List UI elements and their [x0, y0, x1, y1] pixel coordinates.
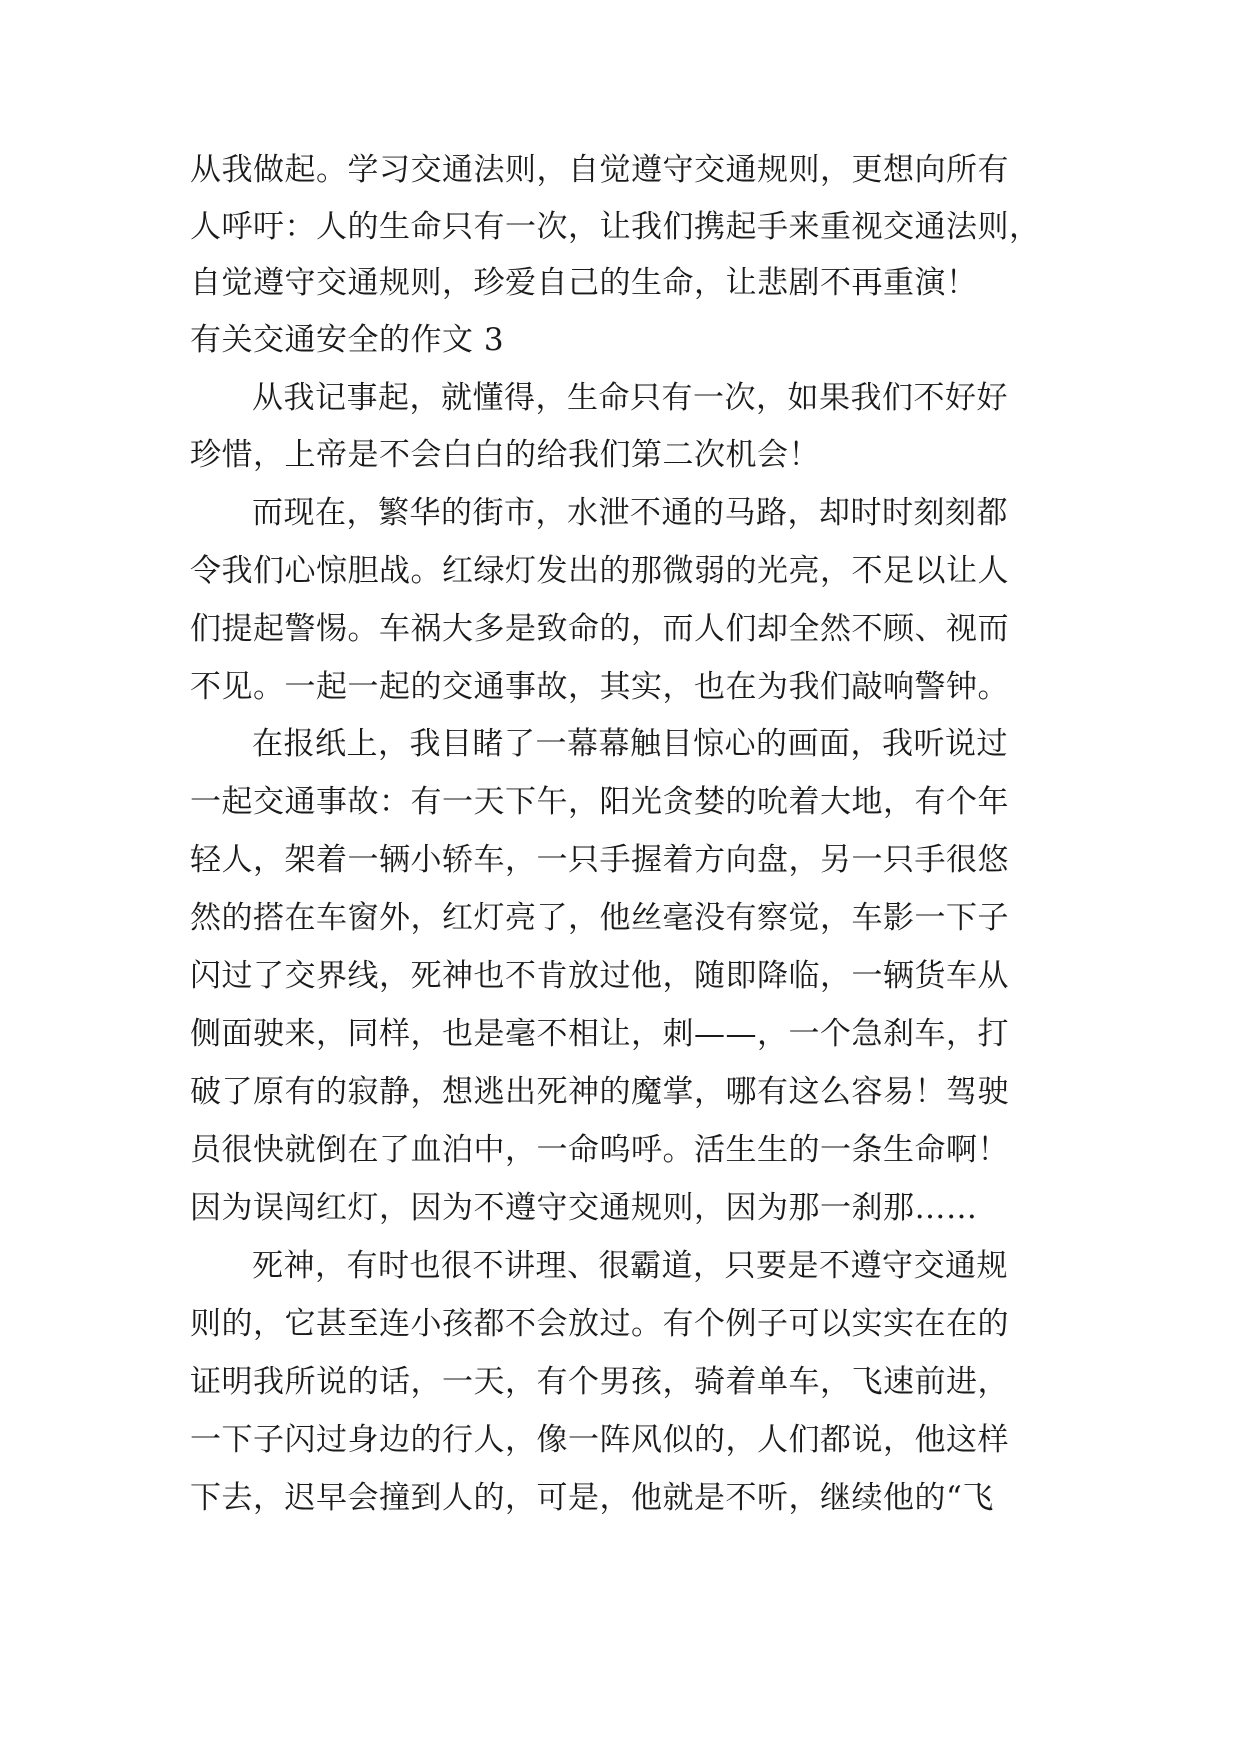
text-line: 则的，它甚至连小孩都不会放过。有个例子可以实实在在的 — [190, 1306, 1009, 1342]
text-line: 闪过了交界线，死神也不肯放过他，随即降临，一辆货车从 — [190, 958, 1009, 994]
text-line: 珍惜，上帝是不会白白的给我们第二次机会！ — [190, 437, 820, 473]
text-line: 证明我所说的话，一天，有个男孩，骑着单车，飞速前进， — [190, 1364, 1009, 1400]
text-line: 然的搭在车窗外，红灯亮了，他丝毫没有察觉，车影一下子 — [190, 900, 1009, 936]
text-line: 从我做起。学习交通法则，自觉遵守交通规则，更想向所有 — [190, 152, 1009, 188]
text-line: 不见。一起一起的交通事故，其实，也在为我们敲响警钟。 — [190, 669, 1009, 705]
text-line: 令我们心惊胆战。红绿灯发出的那微弱的光亮，不足以让人 — [190, 553, 1009, 589]
text-line: 下去，迟早会撞到人的，可是，他就是不听，继续他的“飞 — [190, 1480, 994, 1516]
text-line: 破了原有的寂静，想逃出死神的魔掌，哪有这么容易！驾驶 — [190, 1074, 1009, 1110]
text-line: 侧面驶来，同样，也是毫不相让，刺——，一个急刹车，打 — [190, 1016, 1009, 1052]
text-line: 死神，有时也很不讲理、很霸道，只要是不遵守交通规 — [252, 1248, 1008, 1284]
section-heading: 有关交通安全的作文 3 — [190, 322, 505, 358]
text-line: 而现在，繁华的街市，水泄不通的马路，却时时刻刻都 — [252, 495, 1008, 531]
text-line: 因为误闯红灯，因为不遵守交通规则，因为那一刹那…… — [190, 1190, 978, 1226]
text-line: 一下子闪过身边的行人，像一阵风似的，人们都说，他这样 — [190, 1422, 1009, 1458]
text-line: 从我记事起，就懂得，生命只有一次，如果我们不好好 — [252, 380, 1008, 416]
text-line: 们提起警惕。车祸大多是致命的，而人们却全然不顾、视而 — [190, 611, 1009, 647]
text-line: 自觉遵守交通规则，珍爱自己的生命，让悲剧不再重演！ — [190, 265, 978, 301]
text-line: 一起交通事故：有一天下午，阳光贪婪的吮着大地，有个年 — [190, 784, 1009, 820]
text-line: 在报纸上，我目睹了一幕幕触目惊心的画面，我听说过 — [252, 726, 1008, 762]
text-line: 人呼吁：人的生命只有一次，让我们携起手来重视交通法则， — [190, 209, 1041, 245]
text-line: 轻人，架着一辆小轿车，一只手握着方向盘，另一只手很悠 — [190, 842, 1009, 878]
text-line: 员很快就倒在了血泊中，一命呜呼。活生生的一条生命啊！ — [190, 1132, 1009, 1168]
